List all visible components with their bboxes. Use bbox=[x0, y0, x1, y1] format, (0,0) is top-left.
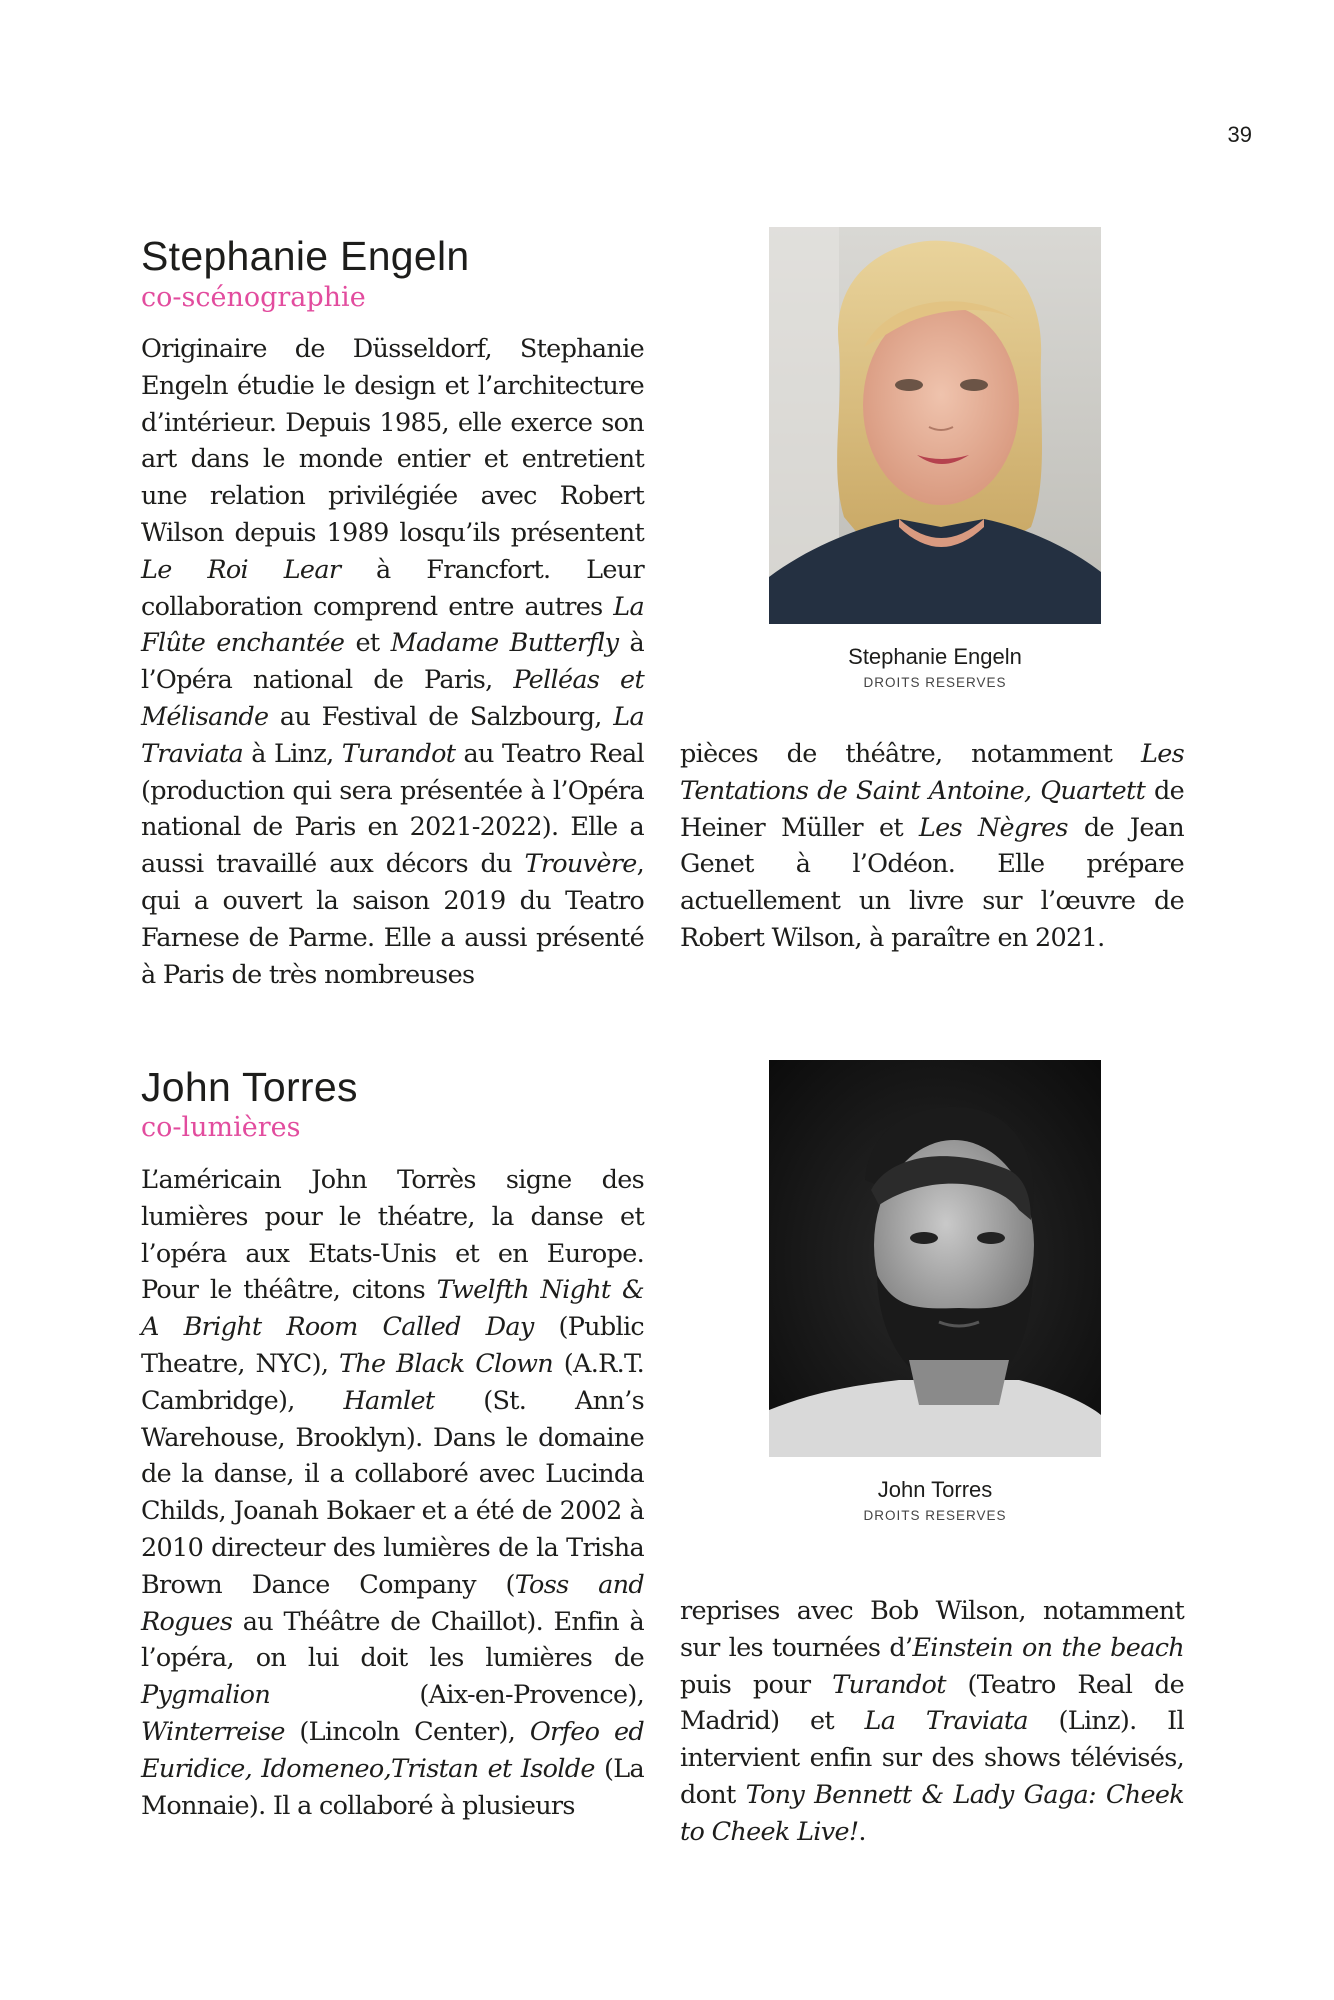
bio-paragraph: reprises avec Bob Wilson, notamment sur les tournées d’Einstein on the beach puis pour Turandot (Teatro Real de Madrid) et La Traviata (Linz). Il intervient enfin sur des shows télévisés, dont Tony Bennett & Lady Gaga: Cheek to Cheek Live!. bbox=[680, 1596, 1185, 1847]
bio-john-torres bbox=[0, 1000, 1334, 1900]
portrait-photo bbox=[769, 1060, 1101, 1457]
work-title: Winterreise bbox=[141, 1716, 285, 1747]
photo-caption-name: John Torres bbox=[877, 1477, 993, 1502]
bio-role: co-scénographie bbox=[141, 282, 366, 313]
portrait-photo bbox=[769, 227, 1101, 624]
work-title: La Traviata bbox=[141, 701, 644, 769]
work-title: Hamlet bbox=[343, 1385, 435, 1416]
work-title: Turandot bbox=[341, 738, 456, 769]
work-title: Pygmalion bbox=[141, 1680, 271, 1711]
bio-text-column-2 bbox=[680, 1593, 1184, 1851]
photo-credit: DROITS RESERVES bbox=[863, 675, 1007, 690]
work-title: Les Tentations de Saint Antoine, Quartett bbox=[680, 739, 1184, 806]
work-title: Orfeo ed Euridice, Idomeneo,Tristan et Isolde bbox=[141, 1716, 644, 1784]
bio-text-column-1 bbox=[141, 1162, 644, 1824]
work-title: The Black Clown bbox=[339, 1348, 553, 1379]
work-title: La Traviata bbox=[864, 1706, 1028, 1737]
bio-text-column-2 bbox=[680, 736, 1184, 957]
bio-text-column-1 bbox=[141, 331, 644, 993]
bio-paragraph: L’américain John Torrès signe des lumières pour le théatre, la danse et l’opéra aux Etats-Unis et en Europe. Pour le théâtre, citons Twelfth Night & A Bright Room Called Day (Public Theatre, NYC), The Black Clown (A.R.T. Cambridge), Hamlet (St. Ann’s Warehouse, Brooklyn). Dans le domaine de la danse, il a collaboré avec Lucinda Childs, Joanah Bokaer et a été de 2002 à 2010 directeur des lumières de la Trisha Brown Dance Company (Toss and Rogues au Théâtre de Chaillot). Enfin à l’opéra, on lui doit les lumières de Pygmalion (Aix-en-Provence), Winterreise (Lincoln Center), Orfeo ed Euridice, Idomeneo,Tristan et Isolde (La Monnaie). Il a collaboré à plusieurs bbox=[141, 1165, 644, 1821]
page-number: 39 bbox=[1227, 122, 1252, 147]
work-title: Madame Butterfly bbox=[390, 628, 619, 659]
work-title: Twelfth Night & A Bright Room Called Day bbox=[141, 1275, 644, 1343]
work-title: La Flûte enchantée bbox=[141, 591, 644, 659]
portrait-john-image bbox=[769, 1060, 1101, 1457]
bio-name: Stephanie Engeln bbox=[141, 233, 470, 279]
work-title: Trouvère bbox=[524, 849, 637, 880]
photo-credit: DROITS RESERVES bbox=[863, 1508, 1007, 1523]
work-title: Le Roi Lear bbox=[141, 554, 341, 585]
work-title: Les Nègres bbox=[918, 812, 1068, 843]
portrait-stephanie-image bbox=[769, 227, 1101, 624]
bio-paragraph: Originaire de Düsseldorf, Stephanie Engeln étudie le design et l’architecture d’intérieur. Depuis 1985, elle exerce son art dans le monde entier et entretient une relation privilégiée avec Robert Wilson depuis 1989 losqu’ils présentent Le Roi Lear à Francfort. Leur collaboration comprend entre autres La Flûte enchantée et Madame Butterfly à l’Opéra national de Paris, Pelléas et Mélisande au Festival de Salzbourg, La Traviata à Linz, Turandot au Teatro Real (production qui sera présentée à l’Opéra national de Paris en 2021-2022). Elle a aussi travaillé aux décors du Trouvère, qui a ouvert la saison 2019 du Teatro Farnese de Parme. Elle a aussi présenté à Paris de très nombreuses bbox=[141, 334, 644, 990]
bio-role: co-lumières bbox=[141, 1112, 301, 1143]
bio-paragraph: pièces de théâtre, notamment Les Tentations de Saint Antoine, Quartett de Heiner Müller et Les Nègres de Jean Genet à l’Odéon. Elle prépare actuellement un livre sur l’œuvre de Robert Wilson, à paraître en 2021. bbox=[680, 739, 1184, 953]
work-title: Pelléas et Mélisande bbox=[141, 665, 644, 732]
bio-stephanie-engeln bbox=[0, 0, 1334, 990]
work-title: Toss and Rogues bbox=[141, 1569, 644, 1637]
work-title: Turandot bbox=[832, 1669, 946, 1700]
work-title: Tony Bennett & Lady Gaga: Cheek to Cheek Live! bbox=[680, 1779, 1185, 1847]
work-title: Einstein on the beach bbox=[912, 1632, 1184, 1663]
bio-name: John Torres bbox=[141, 1064, 358, 1110]
photo-caption-name: Stephanie Engeln bbox=[848, 644, 1022, 669]
